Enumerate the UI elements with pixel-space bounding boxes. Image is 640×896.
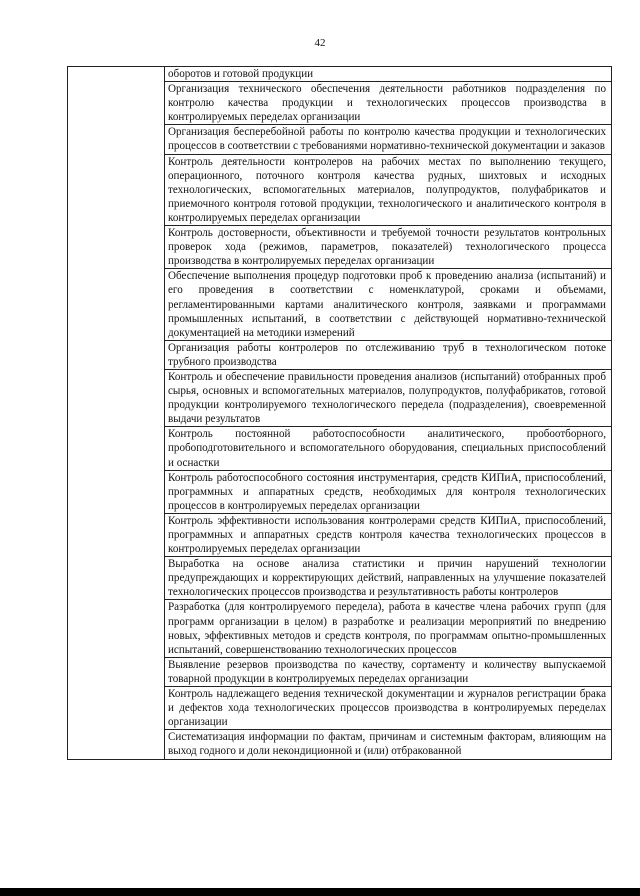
functions-table <box>67 66 612 760</box>
table-cell <box>165 470 612 513</box>
table-cell <box>165 154 612 225</box>
table-cell <box>165 557 612 600</box>
table-cell <box>165 427 612 470</box>
cell-text: Контроль и обеспечение правильности проведения анализов (испытаний) отобранных проб сырья, основных и вспомогательных материалов, полупродуктов, полуфабрикатов, готовой продукции контролируемого технологического передела (подразделения), своевременной выдачи результатов <box>168 370 606 426</box>
scan-bottom-edge <box>0 888 640 896</box>
cell-text: Выявление резервов производства по качеству, сортаменту и количеству выпускаемой товарной продукции в контролируемых переделах организации <box>168 658 606 685</box>
cell-text: Систематизация информации по фактам, причинам и системным факторам, влияющим на выход годного и доли некондиционной и (или) отбракованной <box>168 731 606 758</box>
table-cell <box>165 687 612 730</box>
label-column-cell <box>68 67 165 760</box>
cell-text: Организация работы контролеров по отслеживанию труб в технологическом потоке трубного производства <box>168 341 606 368</box>
cell-text: Выработка на основе анализа статистики и причин нарушений технологии предупреждающих и корректирующих действий, направленных на улучшение показателей технологических процессов производства и результативность работы контролеров <box>168 558 606 599</box>
table-cell <box>165 269 612 340</box>
table-cell <box>165 513 612 556</box>
cell-text: Контроль деятельности контролеров на рабочих местах по выполнению текущего, операционного, поточного контроля качества рудных, шихтовых и исходных технологических, вспомогательных материалов, полупродуктов, полуфабрикатов и приемочного контроля готовой продукции, технологического и аналитического контроля в контролируемых переделах организации <box>168 155 606 224</box>
cell-text: Контроль постоянной работоспособности аналитического, пробоотборного, пробоподготовительного и вспомогательного оборудования, специальных приспособлений и оснастки <box>168 428 606 469</box>
cell-text: оборотов и готовой продукции <box>168 68 314 80</box>
table-cell <box>165 82 612 125</box>
cell-text: Разработка (для контролируемого передела), работа в качестве члена рабочих групп (для программ организации в целом) в разработке и реализации мероприятий по внедрению новых, эффективных методов и средств контроля, по программам опытно-промышленных испытаний, совершенствованию технологических процессов <box>168 601 606 656</box>
table-cell <box>165 340 612 369</box>
cell-text: Обеспечение выполнения процедур подготовки проб к проведению анализа (испытаний) и его проведения в соответствии с номенклатурой, сроками и объемами, регламентированными картами аналитического контроля, заявками и программами промышленных испытаний, в соответствии с действующей нормативно-технической документацией на методики измерений <box>168 270 606 339</box>
cell-text: Контроль достоверности, объективности и требуемой точности результатов контрольных проверок хода (режимов, параметров, показателей) технологического процесса производства в контролируемых переделах организации <box>168 227 606 268</box>
cell-text: Организация технического обеспечения деятельности работников подразделения по контролю качества продукции и технологических процессов производства в контролируемых переделах организации <box>168 83 606 124</box>
cell-text: Организация бесперебойной работы по контролю качества продукции и технологических процессов в соответствии с требованиями нормативно-технической документации и заказов <box>168 126 606 153</box>
cell-text: Контроль работоспособного состояния инструментария, средств КИПиА, приспособлений, программных и аппаратных средств, необходимых для контроля технологических процессов в контролируемых переделах организации <box>168 471 606 512</box>
table-row <box>68 67 612 82</box>
cell-text: Контроль надлежащего ведения технической документации и журналов регистрации брака и дефектов хода технологических процессов производства в контролируемых переделах организации <box>168 688 606 729</box>
table-cell <box>165 657 612 686</box>
table-cell <box>165 600 612 657</box>
table-cell <box>165 67 612 82</box>
page-number: 42 <box>314 37 326 49</box>
cell-text: Контроль эффективности использования контролерами средств КИПиА, приспособлений, программных и аппаратных средств контроля качества технологических процессов в контролируемых переделах организации <box>168 514 606 556</box>
table-cell <box>165 226 612 269</box>
table-cell <box>165 125 612 154</box>
table-cell <box>165 369 612 426</box>
table-cell <box>165 730 612 759</box>
